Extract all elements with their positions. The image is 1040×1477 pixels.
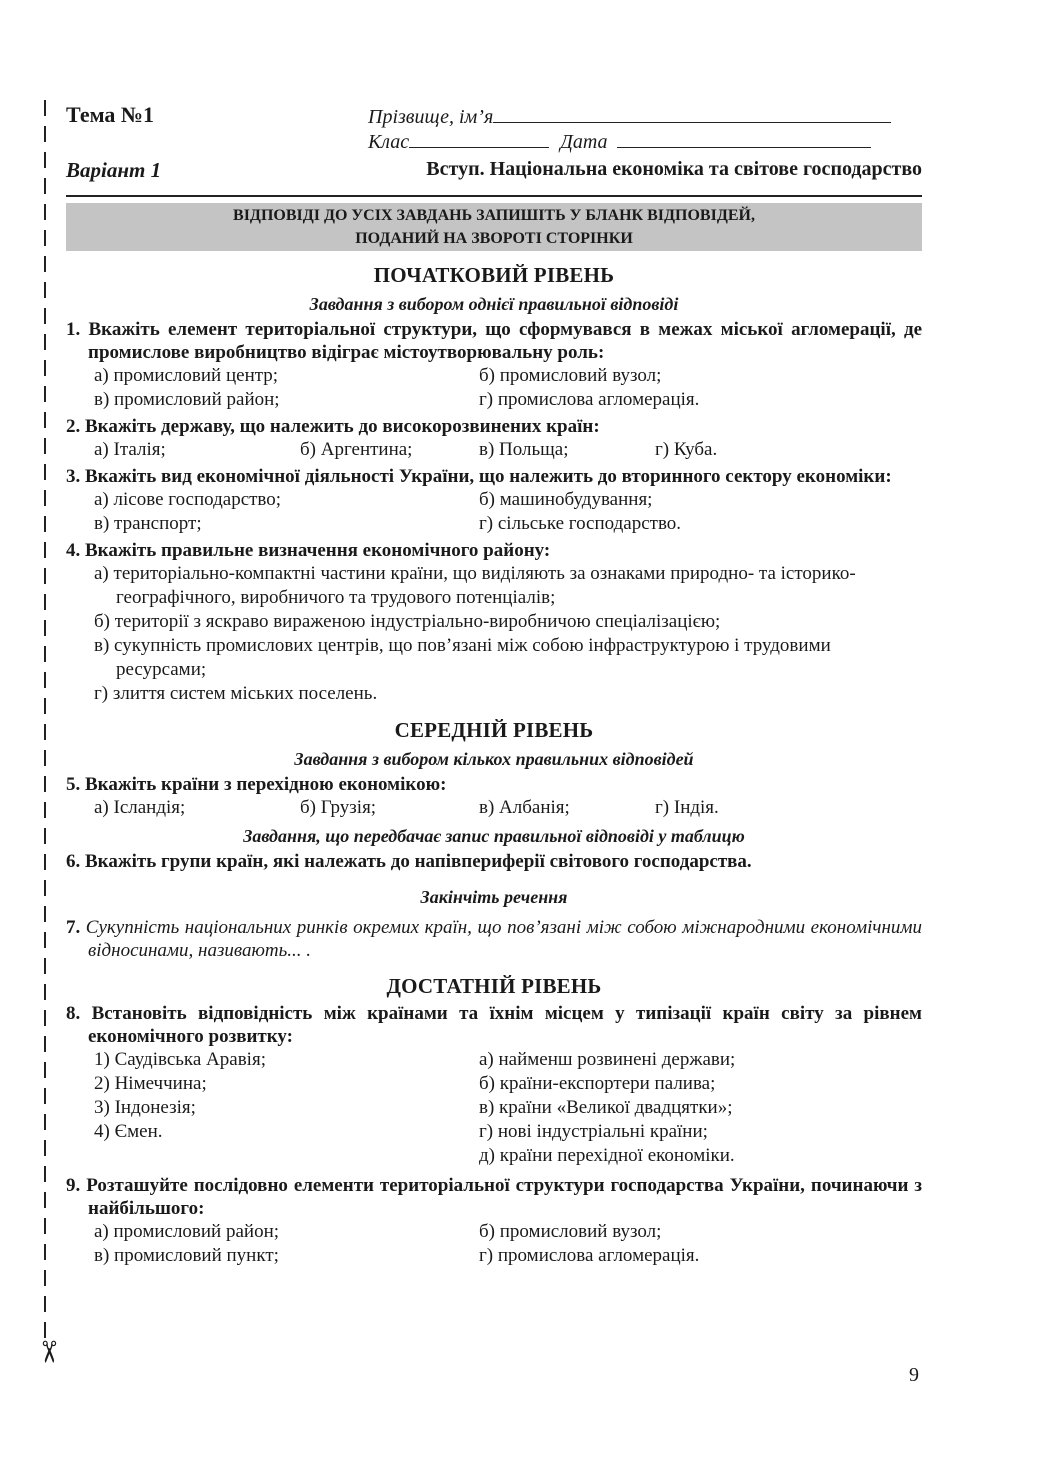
option: г) злиття систем міських поселень. <box>94 683 378 704</box>
cut-line-dash <box>44 178 46 194</box>
option: в) транспорт; <box>94 513 202 534</box>
option: г) промислова агломерація. <box>479 1245 700 1266</box>
topic-number: Тема №1 <box>66 102 155 127</box>
cut-line-dash <box>44 308 46 324</box>
question-8-options <box>66 1048 922 1168</box>
question-9-options <box>66 1220 922 1268</box>
cut-line-dash <box>44 438 46 454</box>
cut-line-dash <box>44 620 46 636</box>
cut-line-dash <box>44 880 46 896</box>
question-7-number: 7. <box>66 917 81 938</box>
q8-right-column <box>479 1048 922 1168</box>
option: б) машинобудування; <box>479 489 653 510</box>
option: а) Італія; <box>94 439 166 460</box>
cut-line-dash <box>44 828 46 844</box>
option: б) Грузія; <box>300 797 377 818</box>
section-subtitle: Завдання з вибором кількох правильних відповідей <box>294 749 694 769</box>
option: в) країни «Великої двадцятки»; <box>479 1097 733 1118</box>
level-title-basic: ПОЧАТКОВИЙ РІВЕНЬ <box>373 263 615 287</box>
option: в) промисловий пункт; <box>94 1245 279 1266</box>
cut-line-dash <box>44 386 46 402</box>
section-subtitle: Завдання з вибором однієї правильної відповіді <box>309 294 679 314</box>
question-2-options <box>66 438 922 462</box>
option: в) сукупність промислових центрів, що пов’язані між собою інфраструктурою і трудовими ресурсами; <box>94 635 831 680</box>
question-1-options <box>66 364 922 412</box>
question-6: 6. Вкажіть групи країн, які належать до напівпериферії світового господарства. <box>66 851 752 872</box>
question-5: 5. Вкажіть країни з перехідною економікою: <box>66 774 447 795</box>
option: б) промисловий вузол; <box>479 1221 662 1242</box>
option: б) Аргентина; <box>300 439 413 460</box>
option: а) Ісландія; <box>94 797 186 818</box>
question-3-options <box>66 488 922 536</box>
cut-line-dash <box>44 1296 46 1312</box>
question-5-options <box>66 796 922 820</box>
cut-line-dash <box>44 1010 46 1026</box>
worksheet-header <box>66 100 922 195</box>
cut-line-dash <box>44 204 46 220</box>
cut-line-dash <box>44 126 46 142</box>
option: а) промисловий центр; <box>94 365 279 386</box>
option: г) Куба. <box>655 439 718 460</box>
banner-line-2: ПОДАНИЙ НА ЗВОРОТІ СТОРІНКИ <box>355 230 633 247</box>
question-3: 3. Вкажіть вид економічної діяльності України, що належить до вторинного сектору економіки: <box>66 466 892 487</box>
option: г) нові індустріальні країни; <box>479 1121 708 1142</box>
cut-line-dash <box>44 568 46 584</box>
header-divider <box>66 195 922 197</box>
cut-line-dash <box>44 1322 46 1338</box>
option: в) промисловий район; <box>94 389 280 410</box>
cut-line-dash <box>44 750 46 766</box>
cut-line-dash <box>44 412 46 428</box>
level-title-sufficient: ДОСТАТНІЙ РІВЕНЬ <box>386 974 602 998</box>
variant-label: Варіант 1 <box>66 158 162 182</box>
section-subtitle: Закінчіть речення <box>420 887 568 907</box>
date-label: Дата <box>560 131 608 153</box>
option: а) лісове господарство; <box>94 489 282 510</box>
cut-line-dash <box>44 464 46 480</box>
cut-line-dash <box>44 282 46 298</box>
cut-line-dash <box>44 1114 46 1130</box>
cut-line-dash <box>44 334 46 350</box>
option: а) найменш розвинені держави; <box>479 1049 736 1070</box>
question-2: 2. Вкажіть державу, що належить до високорозвинених країн: <box>66 416 600 437</box>
class-blank[interactable] <box>409 130 549 148</box>
cut-line-dash <box>44 906 46 922</box>
cut-line-dash <box>44 1192 46 1208</box>
cut-line-dash <box>44 698 46 714</box>
option: д) країни перехідної економіки. <box>479 1145 735 1166</box>
option: в) Польща; <box>479 439 569 460</box>
question-9: 9. Розташуйте послідовно елементи територіальної структури господарства України, починаючи з найбільшого: <box>66 1175 922 1219</box>
cut-line-dash <box>44 100 46 116</box>
option: 2) Німеччина; <box>94 1073 207 1094</box>
cut-line-dash <box>44 256 46 272</box>
cut-line-dash <box>44 516 46 532</box>
question-1: 1. Вкажіть елемент територіальної структури, що сформувався в межах міської агломерації, де промислове виробництво відіграє містоутворювальну роль: <box>66 319 922 363</box>
cut-line-dash <box>44 230 46 246</box>
option: в) Албанія; <box>479 797 570 818</box>
surname-field[interactable] <box>368 105 891 129</box>
cut-line-dash <box>44 802 46 818</box>
q8-left-column <box>94 1048 479 1168</box>
cut-line-dash <box>44 1270 46 1286</box>
cut-line-dash <box>44 1088 46 1104</box>
cut-line-dash <box>44 958 46 974</box>
cut-line-dash <box>44 1166 46 1182</box>
cut-line-dash <box>44 1244 46 1260</box>
level-title-intermediate: СЕРЕДНІЙ РІВЕНЬ <box>394 718 594 742</box>
option: а) територіально-компактні частини країни, що виділяють за ознаками природно- та історико-географічного, виробничого та трудового потенціалів; <box>94 563 856 608</box>
option: 1) Саудівська Аравія; <box>94 1049 266 1070</box>
cut-line-dash <box>44 1062 46 1078</box>
cut-line-dash <box>44 1036 46 1052</box>
cut-line-dash <box>44 594 46 610</box>
date-blank[interactable] <box>617 130 871 148</box>
topic-title: Вступ. Національна економіка та світове господарство <box>426 158 922 180</box>
page-number: 9 <box>909 1364 919 1386</box>
option: 3) Індонезія; <box>94 1097 196 1118</box>
cut-line-dash <box>44 1140 46 1156</box>
cut-line-dash <box>44 854 46 870</box>
class-label: Клас <box>368 131 410 153</box>
surname-blank[interactable] <box>493 105 891 123</box>
option: а) промисловий район; <box>94 1221 280 1242</box>
cut-line-dash <box>44 672 46 688</box>
section-subtitle: Завдання, що передбачає запис правильної відповіді у таблицю <box>243 826 745 846</box>
worksheet-page <box>66 100 922 1268</box>
option: б) країни-експортери палива; <box>479 1073 716 1094</box>
question-4-options <box>66 562 922 706</box>
option: г) промислова агломерація. <box>479 389 700 410</box>
banner-line-1: ВІДПОВІДІ ДО УСІХ ЗАВДАНЬ ЗАПИШІТЬ У БЛАНК ВІДПОВІДЕЙ, <box>233 207 755 224</box>
cut-line-dash <box>44 932 46 948</box>
scissors-icon: ✂ <box>30 1339 66 1365</box>
option: б) промисловий вузол; <box>479 365 662 386</box>
cut-line-dash <box>44 360 46 376</box>
cut-line-dash <box>44 542 46 558</box>
cut-line-dash <box>44 984 46 1000</box>
option: 4) Ємен. <box>94 1121 163 1142</box>
question-4: 4. Вкажіть правильне визначення економічного району: <box>66 540 551 561</box>
cut-line-dash <box>44 724 46 740</box>
cut-line-dash <box>44 152 46 168</box>
cut-line-dash <box>44 490 46 506</box>
question-7-text: Сукупність національних ринків окремих країн, що пов’язані між собою міжнародними економічними відносинами, називають... . <box>85 917 922 961</box>
surname-label: Прізвище, ім’я <box>368 106 494 128</box>
option: б) території з яскраво вираженою індустріально-виробничою спеціалізацією; <box>94 611 721 632</box>
instruction-banner <box>66 203 922 251</box>
cut-line-dash <box>44 776 46 792</box>
option: г) Індія. <box>655 797 719 818</box>
class-date-fields <box>368 130 871 154</box>
cut-line <box>44 100 50 1350</box>
option: г) сільське господарство. <box>479 513 682 534</box>
cut-line-dash <box>44 1218 46 1234</box>
question-7 <box>66 916 922 962</box>
question-8: 8. Встановіть відповідність між країнами та їхнім місцем у типізації країн світу за рівнем економічного розвитку: <box>66 1003 922 1047</box>
cut-line-dash <box>44 646 46 662</box>
